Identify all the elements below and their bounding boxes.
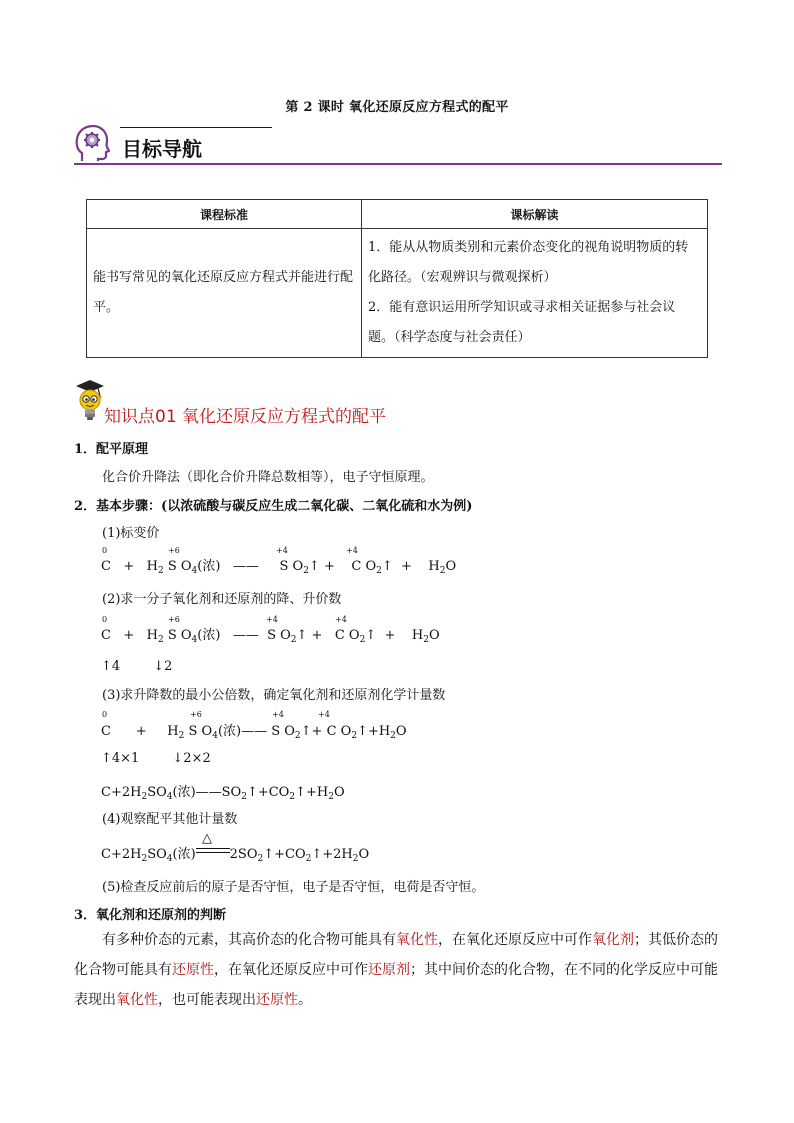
equation: $C + H_2$ S $O_4$(浓) —— S $O_2↑$ + C $O_2↑$ + $H_2O$ xyxy=(101,559,457,576)
knowledge-point-heading xyxy=(74,378,474,428)
text-run: ，也可能表现出 xyxy=(158,992,256,1008)
text-run: 有多种价态的元素，其高价态的化合物可能具有 xyxy=(102,932,396,948)
text-run: ；其中间价态的化合物，在不同的化学反应中可能表现出 xyxy=(74,962,718,1008)
oxidation-state: +4 xyxy=(346,546,358,555)
oxidation-state: +4 xyxy=(276,546,288,555)
step-label: (2)求一分子氧化剂和还原剂的降、升价数 xyxy=(102,592,342,607)
section-body: 化合价升降法（即化合价升降总数相等），电子守恒原理。 xyxy=(102,470,434,485)
valence-change xyxy=(101,751,211,766)
oxidation-state: 0 xyxy=(102,546,108,555)
equation: $C+2H_2SO_4$(浓)$——SO_2↑+CO_2↑+H_2O$ xyxy=(101,785,345,802)
oxidation-state: +6 xyxy=(168,615,180,624)
oxidation-state: +4 xyxy=(266,615,278,624)
oxidation-state: +4 xyxy=(272,710,284,719)
oxidation-state: +4 xyxy=(318,710,330,719)
section-heading: 2．基本步骤：(以浓硫酸与碳反应生成二氧化碳、二氧化硫和水为例) xyxy=(74,499,473,514)
step-label: (3)求升降数的最小公倍数，确定氧化剂和还原剂化学计量数 xyxy=(102,688,446,703)
equation: C + $H_2$ S $O_4$(浓)—— S $O_2↑+ C$ $O_2↑+H_2O$ xyxy=(101,724,407,741)
oxidation-state: +6 xyxy=(168,546,180,555)
fall-value: ↓2 xyxy=(153,659,173,674)
goal-heading-bar xyxy=(74,124,722,166)
text-run: ，在氧化还原反应中可作 xyxy=(214,962,368,978)
step-label: (1)标变价 xyxy=(102,526,160,541)
heading-top-rule xyxy=(120,127,272,128)
step-label: (4)观察配平其他计量数 xyxy=(102,812,238,827)
keyword: 氧化剂 xyxy=(592,932,634,948)
table-cell-reading xyxy=(362,229,708,358)
table-header: 课标解读 xyxy=(362,200,708,229)
section-paragraph xyxy=(74,925,720,1015)
step-label: (5)检查反应前后的原子是否守恒，电子是否守恒，电荷是否守恒。 xyxy=(102,880,485,895)
reading-item: 2．能有意识运用所学知识或寻求相关证据参与社会议题。（科学态度与社会责任） xyxy=(368,300,676,345)
knowledge-point-title: 知识点01 氧化还原反应方程式的配平 xyxy=(104,407,387,427)
keyword: 氧化性 xyxy=(396,932,438,948)
oxidation-state: 0 xyxy=(102,710,108,719)
reading-item: 1．能从从物质类别和元素价态变化的视角说明物质的转化路径。（宏观辨识与微观探析） xyxy=(368,240,689,285)
fall-value: ↓2×2 xyxy=(172,751,211,766)
goal-heading: 目标导航 xyxy=(122,137,202,161)
oxidation-state: 0 xyxy=(102,615,108,624)
oxidation-state: +4 xyxy=(335,615,347,624)
page-title: 第 2 课时 氧化还原反应方程式的配平 xyxy=(285,100,509,115)
heading-underline xyxy=(74,163,722,165)
table-header: 课程标准 xyxy=(87,200,362,229)
rise-value: ↑4×1 xyxy=(101,751,140,766)
heat-symbol: △ xyxy=(202,831,212,846)
table-header-row xyxy=(87,200,708,229)
table-cell-standard: 能书写常见的氧化还原反应方程式并能进行配平。 xyxy=(87,229,362,358)
keyword: 氧化性 xyxy=(116,992,158,1008)
head-gear-icon xyxy=(74,124,110,162)
text-run: ；其低价态的化合物可能具有 xyxy=(74,932,718,978)
oxidation-state: +6 xyxy=(190,710,202,719)
text-run: ，在氧化还原反应中可作 xyxy=(438,932,592,948)
rise-value: ↑4 xyxy=(101,659,121,674)
keyword: 还原剂 xyxy=(368,962,410,978)
section-heading: 1．配平原理 xyxy=(74,442,149,457)
keyword: 还原性 xyxy=(256,992,298,1008)
valence-change xyxy=(101,659,172,674)
table-row xyxy=(87,229,708,358)
section-heading: 3．氧化剂和还原剂的判断 xyxy=(74,908,227,923)
balanced-equation: $C+2H_2SO_4$(浓) $2SO_2↑+CO_2↑+2H_2O$ xyxy=(101,847,370,864)
standards-table xyxy=(86,199,708,358)
bulb-mascot-icon xyxy=(74,378,106,424)
text-run: 。 xyxy=(298,992,312,1008)
keyword: 还原性 xyxy=(172,962,214,978)
equation: $C + H_2$ S $O_4$(浓) —— S $O_2↑ + C$ $O_2↑$ + $H_2O$ xyxy=(101,628,440,645)
